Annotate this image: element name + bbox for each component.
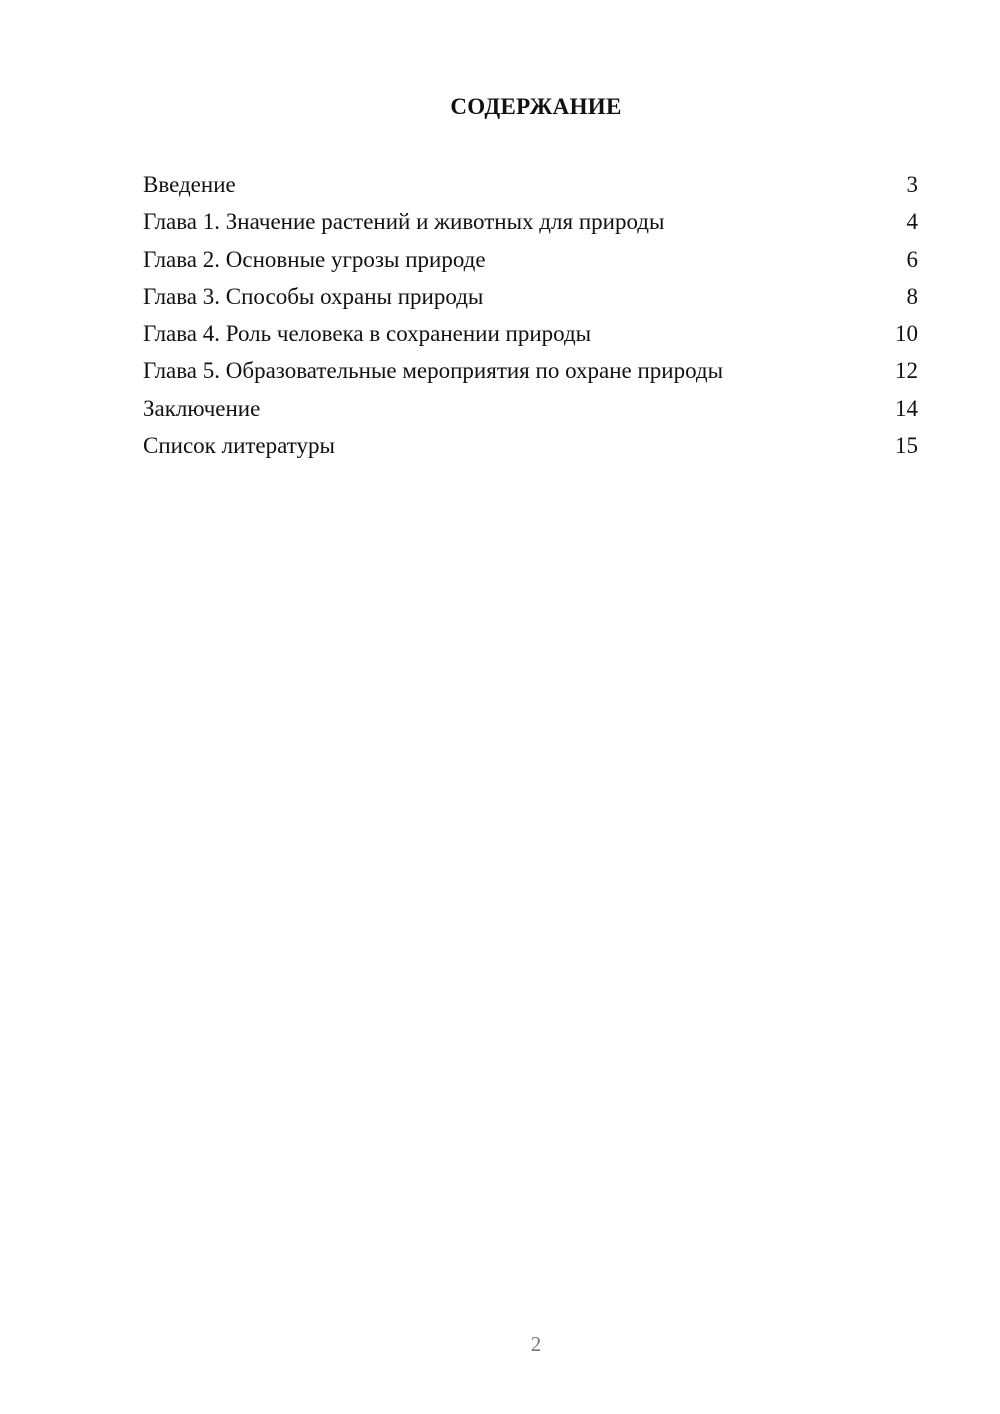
toc-entry-chapter-4[interactable] [143,317,918,354]
toc-entry-label: Глава 3. Способы охраны природы [143,283,484,309]
toc-entry-page: 3 [906,172,918,197]
toc-entry-page: 6 [906,246,918,272]
table-of-contents [143,168,918,466]
toc-entry-page: 4 [906,209,918,235]
toc-entry-chapter-2[interactable] [143,243,918,280]
toc-entry-label: Глава 4. Роль человека в сохранении природы [143,321,592,347]
toc-entry-page: 15 [895,433,918,459]
page-number: 2 [530,1332,542,1356]
toc-entry-references[interactable] [143,429,918,466]
toc-entry-chapter-3[interactable] [143,280,918,317]
toc-entry-page: 12 [895,358,918,384]
toc-entry-page: 8 [906,283,918,309]
toc-entry-label: Глава 2. Основные угрозы природе [143,246,486,272]
toc-entry-label: Заключение [143,395,261,421]
page-title: СОДЕРЖАНИЕ [450,94,622,119]
toc-entry-page: 10 [895,321,918,347]
toc-entry-chapter-5[interactable] [143,354,918,391]
toc-entry-conclusion[interactable] [143,392,918,429]
toc-entry-chapter-1[interactable] [143,205,918,242]
toc-entry-label: Список литературы [143,433,335,459]
toc-entry-introduction[interactable] [143,168,918,205]
toc-entry-label: Глава 1. Значение растений и животных для природы [143,209,665,235]
toc-entry-page: 14 [895,395,918,421]
toc-entry-label: Глава 5. Образовательные мероприятия по охране природы [143,358,724,384]
toc-entry-label: Введение [143,172,236,197]
